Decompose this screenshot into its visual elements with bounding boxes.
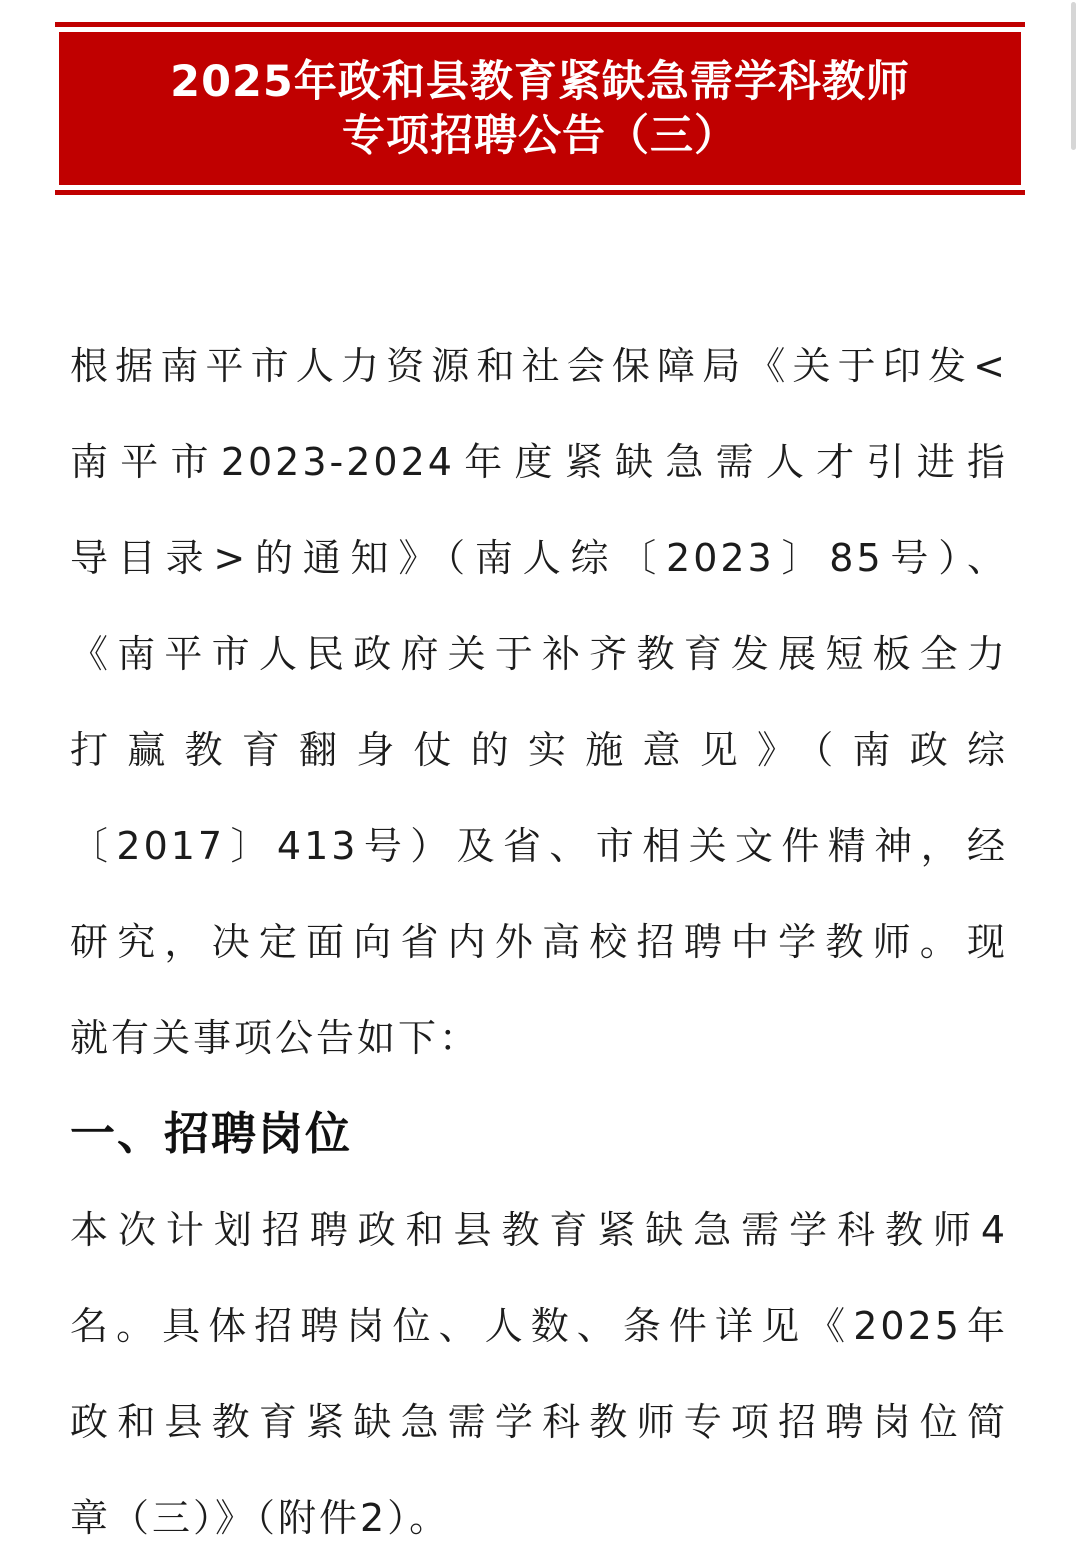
intro-line-2: 南平市2023-2024年度紧缺急需人才引进指	[70, 440, 1008, 484]
intro-line-6: 〔2017〕413号）及省、市相关文件精神，经	[70, 824, 1008, 868]
section-1-paragraph	[70, 1182, 1008, 1566]
section-heading-recruitment-positions: 一、招聘岗位	[70, 1107, 353, 1160]
scrollbar-thumb[interactable]	[1071, 2, 1076, 150]
section-1-line-4: 章（三）》（附件2）。	[70, 1496, 451, 1540]
section-1-line-3: 政和县教育紧缺急需学科教师专项招聘岗位简	[70, 1400, 1008, 1444]
section-1-line-1: 本次计划招聘政和县教育紧缺急需学科教师4	[70, 1208, 1008, 1252]
title-banner	[55, 22, 1025, 195]
article-body	[70, 318, 1008, 1566]
intro-line-7: 研究，决定面向省内外高校招聘中学教师。现	[70, 920, 1008, 964]
intro-line-4: 《南平市人民政府关于补齐教育发展短板全力	[70, 632, 1008, 676]
intro-line-8: 就有关事项公告如下：	[70, 1016, 481, 1060]
intro-line-5: 打赢教育翻身仗的实施意见》（南政综	[70, 728, 1008, 772]
section-1-line-2: 名。具体招聘岗位、人数、条件详见《2025年	[70, 1304, 1008, 1348]
page-title-line-1: 2025年政和县教育紧缺急需学科教师	[170, 56, 910, 107]
title-box	[59, 32, 1021, 185]
intro-line-3: 导目录>的通知》（南人综〔2023〕85号）、	[70, 536, 1008, 580]
intro-paragraph	[70, 318, 1008, 1086]
page-title-line-2: 专项招聘公告（三）	[342, 110, 738, 161]
intro-line-1: 根据南平市人力资源和社会保障局《关于印发<	[70, 344, 1008, 388]
